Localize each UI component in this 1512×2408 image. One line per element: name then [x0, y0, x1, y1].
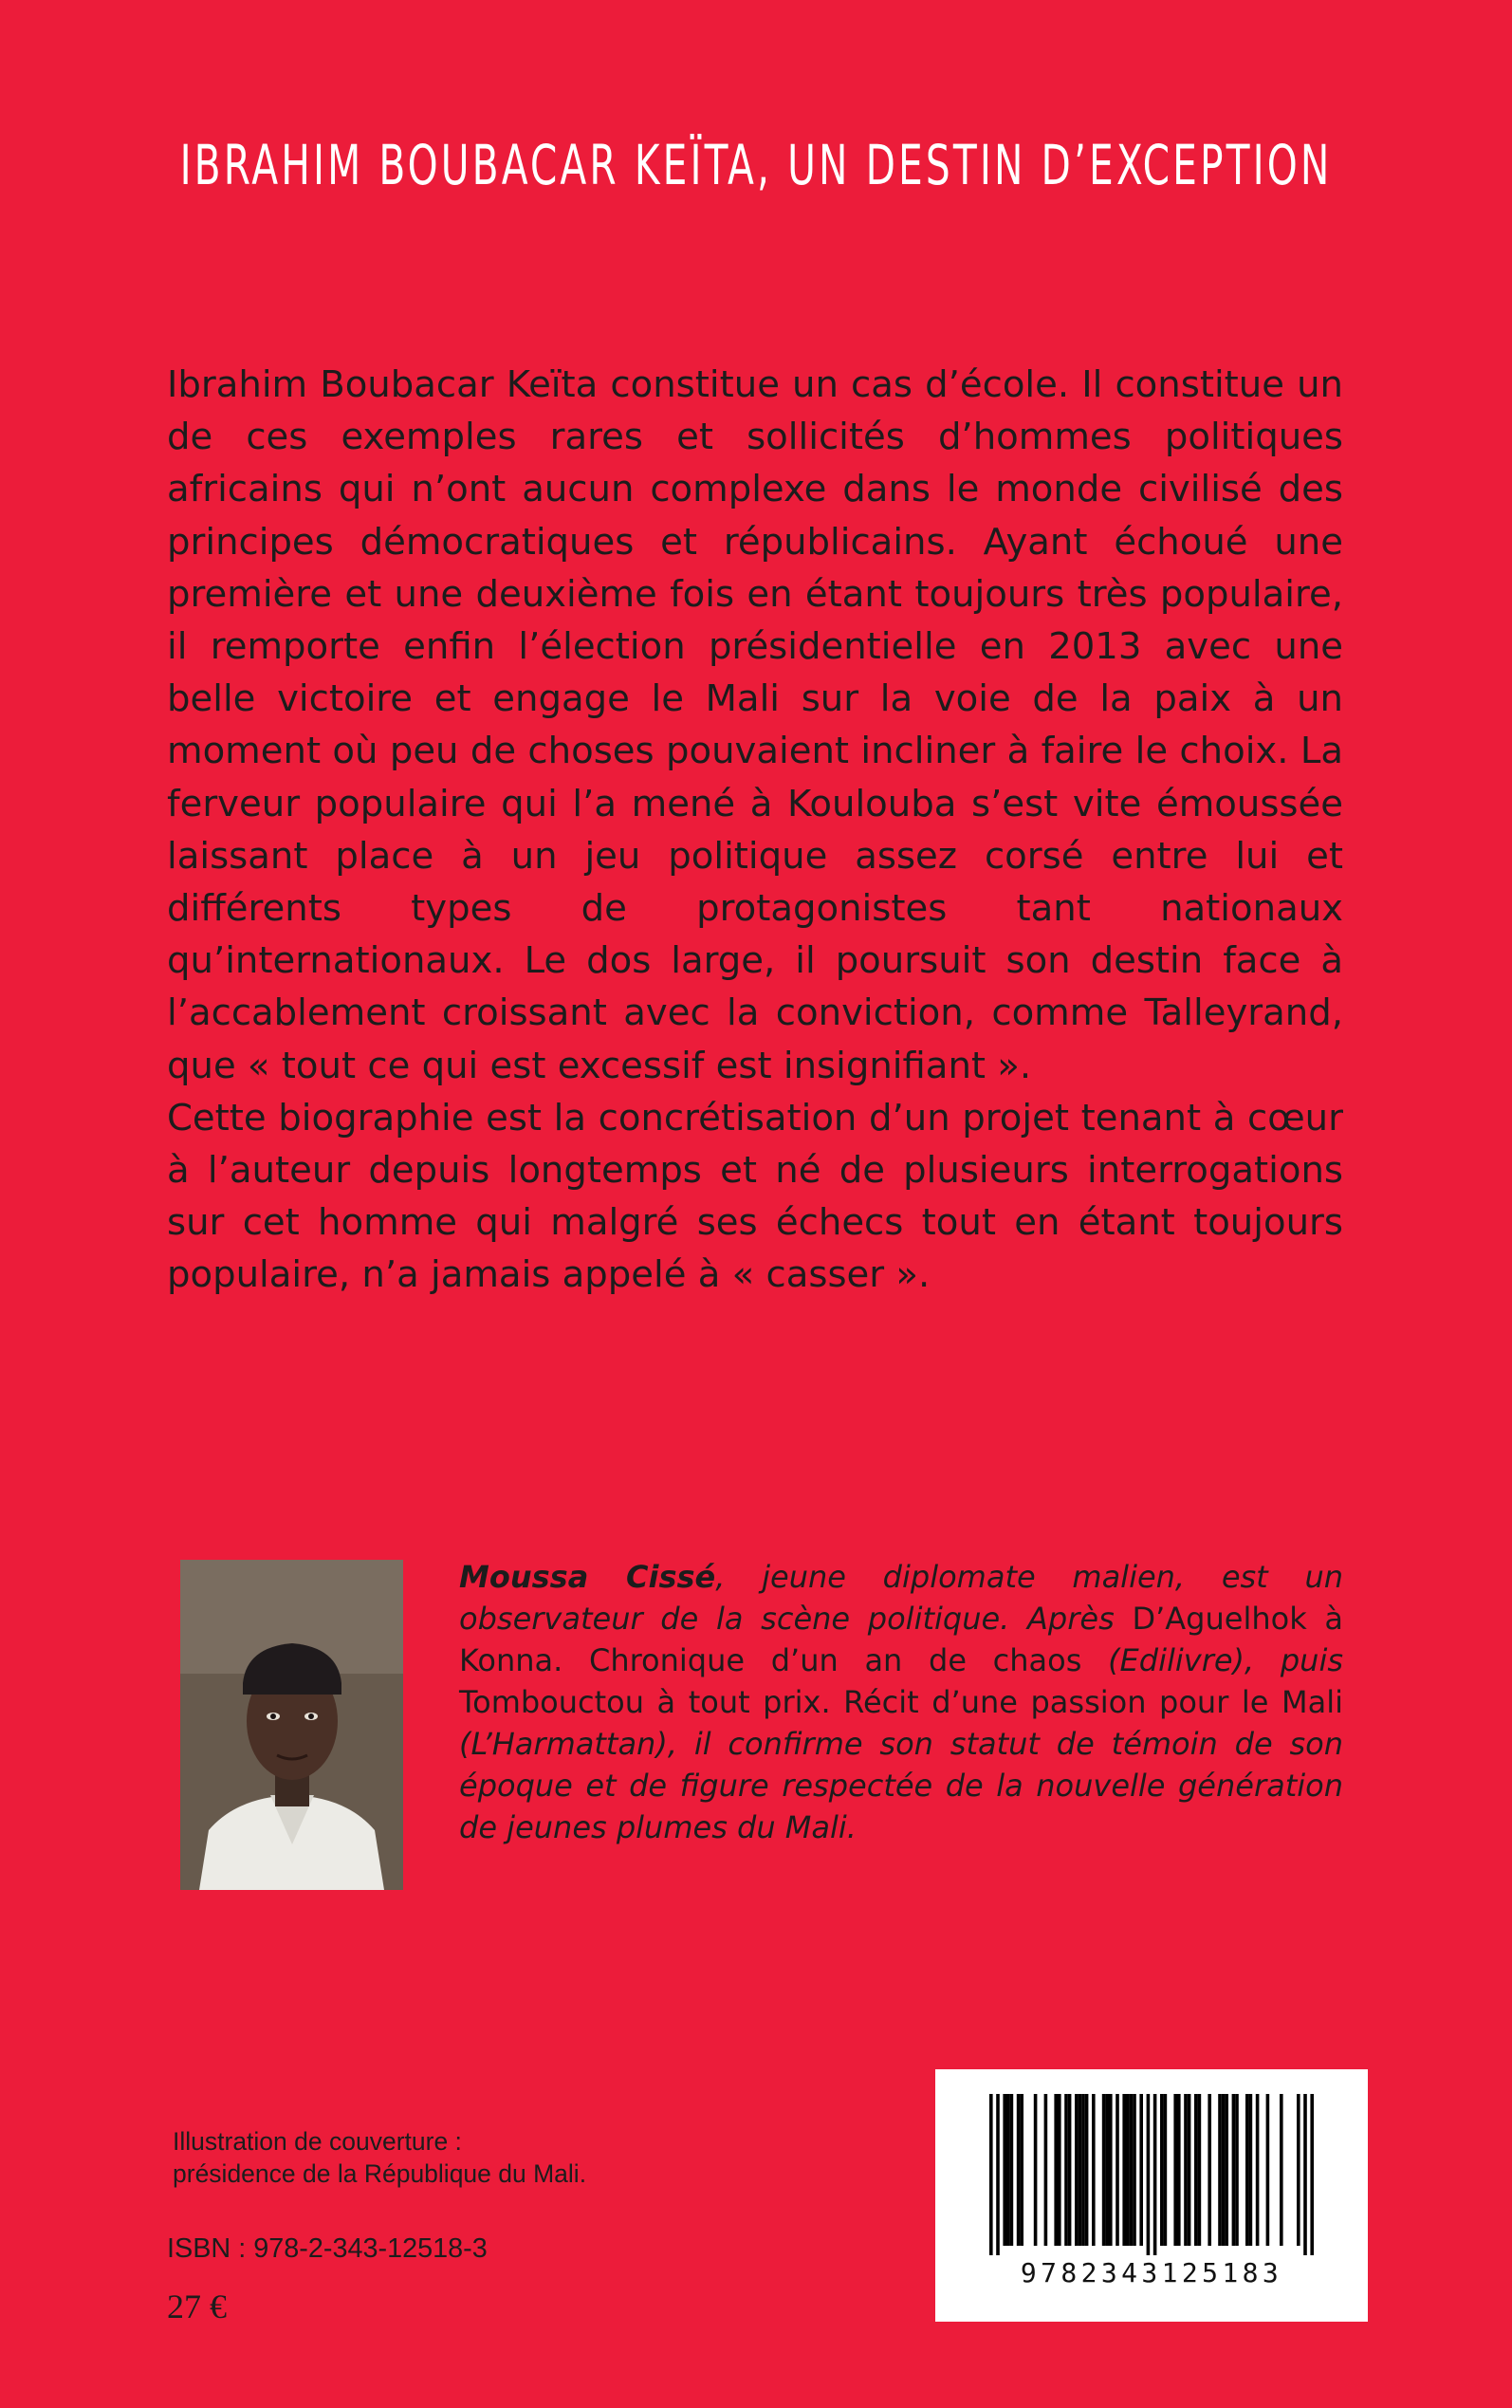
back-cover-blurb — [167, 359, 1343, 1302]
barcode-bar — [1222, 2094, 1226, 2246]
barcode-bars — [935, 2069, 1368, 2259]
barcode-bar — [1297, 2094, 1300, 2246]
author-name: Moussa Cissé — [459, 1559, 716, 1595]
author-bio — [459, 1556, 1343, 1848]
author-bio-intro: , jeune diplomate malien, est un observateur de la scène politique. Après — [459, 1559, 1343, 1637]
cover-credit-line-2: présidence de la République du Mali. — [173, 2159, 587, 2188]
barcode-bar — [1280, 2094, 1283, 2246]
barcode-bar — [1081, 2094, 1085, 2246]
barcode-bar — [1188, 2094, 1191, 2246]
author-work-1: D’Aguelhok à Konna. Chronique d’un an de chaos — [459, 1601, 1344, 1678]
barcode-bar — [1184, 2094, 1188, 2246]
author-photo — [180, 1560, 403, 1890]
barcode-bar — [1160, 2094, 1164, 2246]
barcode-bar — [1126, 2094, 1130, 2246]
barcode-bar — [1079, 2094, 1082, 2246]
author-bio-outro: (L’Harmattan), il confirme son statut de témoin de son époque et de figure respectée de la nouvelle génération de jeunes plumes du Mali. — [459, 1726, 1343, 1845]
barcode-bar — [1256, 2094, 1260, 2246]
barcode-bar — [1173, 2094, 1177, 2246]
barcode-bar — [1147, 2094, 1151, 2255]
barcode-bar — [1075, 2094, 1079, 2246]
cover-credit — [173, 2125, 742, 2190]
barcode-bar — [1225, 2094, 1228, 2246]
barcode-bar — [1102, 2094, 1106, 2246]
barcode-bar — [1177, 2094, 1181, 2246]
barcode-bar — [1116, 2094, 1119, 2246]
barcode-bar — [1153, 2094, 1157, 2255]
barcode-bar — [1139, 2094, 1143, 2246]
barcode-bar — [1130, 2094, 1134, 2246]
barcode-bar — [1068, 2094, 1072, 2246]
barcode-bar — [1122, 2094, 1126, 2246]
barcode-bar — [1054, 2094, 1058, 2246]
barcode-bar — [1034, 2094, 1038, 2246]
barcode-bar — [989, 2094, 993, 2255]
barcode-bar — [996, 2094, 1000, 2255]
barcode-bar — [1198, 2094, 1202, 2246]
barcode-bar — [1133, 2094, 1136, 2246]
blurb-paragraph-1: Ibrahim Boubacar Keïta constitue un cas d’école. Il constitue un de ces exemples rares et sollicités d’hommes politiques africains qui n’ont aucun complexe dans le monde civilisé des principes démocratiques et républicains. Ayant échoué une première et une deuxième fois en étant toujours très populaire, il remporte enfin l’élection présidentielle en 2013 avec une belle victoire et engage le Mali sur la voie de la paix à un moment où peu de choses pouvaient incliner à faire le choix. La ferveur populaire qui l’a mené à Koulouba s’est vite émoussée laissant place à un jeu politique assez corsé entre lui et différents types de protagonistes tant nationaux qu’internationaux. Le dos large, il poursuit son destin face à l’accablement croissant avec la conviction, comme Talleyrand, que « tout ce qui est excessif est insignifiant ». — [167, 363, 1343, 1087]
barcode-bar — [1164, 2094, 1168, 2246]
blurb-paragraph-2: Cette biographie est la concrétisation d’un projet tenant à cœur à l’auteur depuis longtemps et né de plusieurs interrogations sur cet homme qui malgré ses échecs tout en étant toujours populaire, n’a jamais appelé à « casser ». — [167, 1096, 1343, 1297]
barcode-bar — [1017, 2094, 1021, 2246]
barcode-bar — [1044, 2094, 1048, 2246]
barcode-bar — [1208, 2094, 1211, 2246]
barcode-bar — [1266, 2094, 1270, 2246]
isbn: ISBN : 978-2-343-12518-3 — [167, 2233, 488, 2264]
barcode-bar — [1109, 2094, 1113, 2246]
barcode-bar — [1194, 2094, 1198, 2246]
barcode-bar — [1003, 2094, 1006, 2246]
barcode-bar — [1235, 2094, 1239, 2246]
barcode-bar — [1058, 2094, 1061, 2246]
barcode-bar — [1085, 2094, 1089, 2246]
barcode-bar — [1020, 2094, 1023, 2246]
barcode-bar — [1092, 2094, 1096, 2246]
barcode — [935, 2069, 1368, 2322]
barcode-bar — [1064, 2094, 1068, 2246]
barcode-bar — [1232, 2094, 1236, 2246]
barcode-bar — [1249, 2094, 1253, 2246]
author-work-2: Tombouctou à tout prix. Récit d’une passion pour le Mali — [459, 1684, 1343, 1720]
barcode-bar — [1310, 2094, 1314, 2255]
barcode-bar — [1105, 2094, 1109, 2246]
price: 27 € — [167, 2288, 227, 2325]
author-publisher-1: (Edilivre), puis — [1081, 1642, 1344, 1678]
barcode-bar — [1303, 2094, 1307, 2255]
barcode-digits: 9782343125183 — [1020, 2257, 1283, 2288]
cover-credit-line-1: Illustration de couverture : — [173, 2127, 462, 2156]
barcode-bar — [1245, 2094, 1249, 2246]
barcode-bar — [1218, 2094, 1222, 2246]
barcode-bar — [1006, 2094, 1010, 2246]
barcode-bar — [1010, 2094, 1014, 2246]
book-title: IBRAHIM BOUBACAR KEÏTA, UN DESTIN D’EXCEPTION — [179, 133, 1333, 197]
